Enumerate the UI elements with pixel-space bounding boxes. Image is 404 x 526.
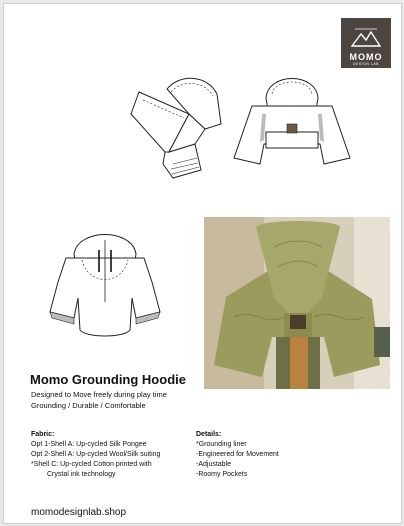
mountain-logo-icon — [350, 26, 382, 50]
details-item: -Adjustable — [196, 461, 232, 468]
logo-subtitle: DESIGN LAB — [352, 62, 379, 66]
garment-photo — [204, 217, 390, 389]
fabric-line: Crystal ink technology — [47, 471, 116, 478]
brand-logo — [341, 18, 391, 68]
fabric-section — [31, 430, 160, 480]
fabric-line: *Shell C: Up-cycled Cotton printed with — [31, 461, 152, 468]
fabric-line: Opt 2-Shell A: Up-cycled Wool/Silk suiting — [31, 451, 161, 458]
folded-hoodie-sketch — [129, 74, 224, 184]
fabric-line: Opt 1-Shell A: Up-cycled Silk Pongee — [31, 441, 147, 448]
website-url: momodesignlab.shop — [31, 507, 127, 518]
fabric-heading: Fabric: — [31, 431, 55, 438]
hoodie-back-sketch — [232, 70, 352, 175]
details-item: -Engineered for Movement — [196, 451, 279, 458]
details-item: *Grounding liner — [196, 441, 247, 448]
details-heading: Details: — [196, 431, 222, 438]
tagline-line: Designed to Move freely during play time — [31, 390, 167, 399]
logo-wordmark: MOMO — [349, 52, 383, 62]
tagline-line: Grounding / Durable / Comfortable — [31, 401, 146, 410]
details-section — [196, 430, 279, 480]
details-item: -Roomy Pockets — [196, 471, 248, 478]
spec-sheet-page — [3, 3, 402, 524]
product-tagline — [31, 389, 167, 411]
hoodie-front-sketch — [44, 226, 166, 341]
product-title: Momo Grounding Hoodie — [30, 372, 186, 387]
